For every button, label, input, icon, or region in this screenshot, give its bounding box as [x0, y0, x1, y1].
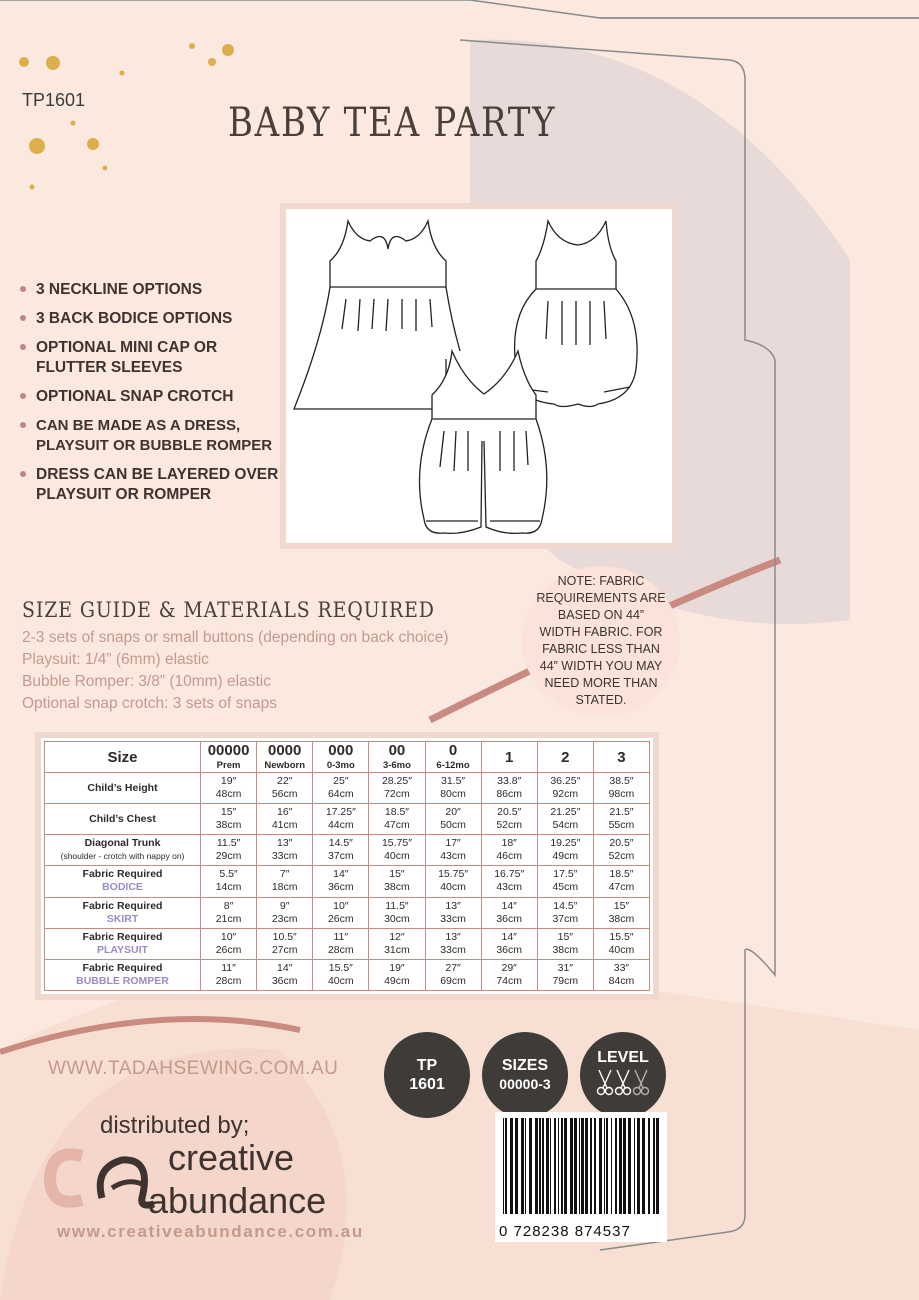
row-label-text: Fabric Required [82, 930, 163, 943]
cell-cm: 48cm [215, 788, 242, 801]
cell-cm: 52cm [608, 850, 635, 863]
brand-website-link[interactable]: www.creativeabundance.com.au [57, 1222, 364, 1241]
size-age-label: 0-3mo [326, 760, 355, 771]
row-label [45, 804, 201, 835]
cell-cm: 33cm [440, 912, 466, 925]
barcode-bar [611, 1118, 612, 1214]
cell-inches: 17.5″ [553, 868, 578, 881]
table-row [45, 897, 650, 928]
feature-item: 3 BACK BODICE OPTIONS [20, 309, 290, 329]
cell-inches: 31.5″ [440, 775, 466, 788]
brand-name-line1: creative [168, 1137, 295, 1178]
barcode-bar [594, 1118, 596, 1214]
bubble-romper-drawing [515, 221, 638, 407]
cell-inches: 13″ [445, 899, 461, 912]
barcode-bar [599, 1118, 602, 1214]
cell-inches: 15″ [557, 930, 574, 943]
cell-inches: 14.5″ [328, 837, 353, 850]
barcode-bar [585, 1118, 588, 1214]
table-cell [201, 835, 257, 866]
row-label-garment: BODICE [102, 881, 143, 894]
row-label-text: Fabric Required [82, 961, 163, 974]
barcode-bars [495, 1112, 667, 1220]
table-cell [313, 897, 369, 928]
table-cell [201, 773, 257, 804]
row-label-garment: BUBBLE ROMPER [76, 974, 169, 987]
size-column-header [313, 742, 369, 773]
barcode-bar [525, 1118, 526, 1214]
table-row [45, 804, 650, 835]
table-row [45, 835, 650, 866]
table-cell [537, 897, 593, 928]
cell-cm: 41cm [271, 819, 298, 832]
barcode-bar [634, 1118, 635, 1214]
cell-cm: 86cm [496, 788, 523, 801]
table-cell [369, 773, 425, 804]
row-label-garment: SKIRT [106, 912, 139, 925]
cell-cm: 43cm [440, 850, 466, 863]
barcode-bar [558, 1118, 559, 1214]
barcode-bar [642, 1118, 645, 1214]
cell-cm: 56cm [271, 788, 298, 801]
table-cell [257, 804, 313, 835]
table-cell [313, 804, 369, 835]
table-cell [593, 928, 649, 959]
barcode-bar [546, 1118, 549, 1214]
barcode-bar [539, 1118, 541, 1214]
cell-inches: 17.25″ [325, 806, 356, 819]
cell-cm: 29cm [215, 850, 242, 863]
barcode-bar [570, 1118, 573, 1214]
table-cell [425, 804, 481, 835]
distributed-by-label: distributed by; [100, 1112, 250, 1139]
cell-cm: 38cm [215, 819, 242, 832]
cell-cm: 43cm [496, 881, 523, 894]
cell-cm: 28cm [327, 943, 354, 956]
dress-drawing [294, 221, 460, 409]
row-label-text: Child’s Chest [89, 812, 156, 825]
cell-cm: 46cm [496, 850, 523, 863]
table-cell [425, 835, 481, 866]
feature-item: CAN BE MADE AS A DRESS, PLAYSUIT OR BUBBLE ROMPER [20, 416, 290, 456]
cell-inches: 33.8″ [497, 775, 522, 788]
cell-inches: 20.5″ [497, 806, 522, 819]
barcode-bar [515, 1118, 518, 1214]
cell-inches: 14″ [276, 961, 293, 974]
cell-inches: 18.5″ [384, 806, 410, 819]
cell-cm: 72cm [384, 788, 410, 801]
table-cell [425, 928, 481, 959]
cell-cm: 36cm [496, 912, 523, 925]
table-cell [537, 928, 593, 959]
barcode-bar [648, 1118, 650, 1214]
barcode-bar [542, 1118, 544, 1214]
table-cell [593, 959, 649, 990]
cell-inches: 11.5″ [385, 899, 409, 912]
cell-cm: 21cm [215, 912, 242, 925]
table-cell [593, 897, 649, 928]
table-header-row [45, 742, 650, 773]
cell-inches: 15.75″ [438, 868, 469, 881]
row-label-text: Diagonal Trunk [84, 837, 161, 850]
table-cell [313, 959, 369, 990]
row-label-text: Fabric Required [82, 899, 163, 912]
table-cell [257, 866, 313, 897]
row-label [45, 773, 201, 804]
table-cell [201, 928, 257, 959]
cell-cm: 40cm [608, 943, 635, 956]
row-label [45, 928, 201, 959]
size-code: 1 [505, 748, 514, 766]
cell-inches: 36.25″ [550, 775, 581, 788]
cell-cm: 69cm [440, 974, 466, 987]
table-cell [313, 835, 369, 866]
material-line: Bubble Romper: 3/8” (10mm) elastic [22, 673, 271, 690]
cell-cm: 27cm [271, 943, 298, 956]
barcode [495, 1112, 667, 1242]
pattern-code-badge [384, 1032, 470, 1118]
row-label-text: Child’s Height [87, 781, 158, 794]
size-age-label: 3-6mo [382, 760, 411, 771]
table-cell [537, 866, 593, 897]
size-column-header [481, 742, 537, 773]
cell-inches: 19″ [389, 961, 405, 974]
table-cell [537, 773, 593, 804]
barcode-bar [535, 1118, 538, 1214]
cell-cm: 36cm [496, 943, 523, 956]
size-age-label: 6-12mo [436, 760, 470, 771]
table-cell [425, 866, 481, 897]
cell-inches: 15.75″ [381, 837, 412, 850]
cell-inches: 19.25″ [550, 837, 581, 850]
size-table [35, 732, 659, 1000]
cell-inches: 14″ [501, 930, 517, 943]
row-label-text: Fabric Required [82, 868, 163, 881]
scissors-icon [596, 1067, 650, 1097]
cell-cm: 23cm [271, 912, 298, 925]
barcode-bar [529, 1118, 532, 1214]
table-cell [257, 835, 313, 866]
garment-illustration [280, 203, 678, 549]
table-cell [369, 866, 425, 897]
cell-cm: 44cm [327, 819, 354, 832]
cell-inches: 11″ [333, 930, 349, 943]
cell-cm: 55cm [608, 819, 635, 832]
size-column-header [369, 742, 425, 773]
barcode-bar [581, 1118, 584, 1214]
table-cell [369, 835, 425, 866]
fabric-note [522, 566, 680, 716]
table-row [45, 866, 650, 897]
table-cell [537, 959, 593, 990]
barcode-bar [615, 1118, 617, 1214]
brand-name-line2: abundance [148, 1180, 327, 1221]
table-cell [593, 866, 649, 897]
cell-inches: 28.25″ [381, 775, 412, 788]
table-cell [425, 959, 481, 990]
cell-cm: 38cm [384, 881, 410, 894]
table-cell [257, 897, 313, 928]
cell-cm: 14cm [215, 881, 242, 894]
table-row [45, 959, 650, 990]
table-cell [593, 835, 649, 866]
size-code: 0 [448, 742, 458, 759]
table-cell [481, 928, 537, 959]
cell-cm: 84cm [608, 974, 635, 987]
table-row [45, 773, 650, 804]
cell-inches: 21.5″ [609, 806, 634, 819]
table-cell [369, 959, 425, 990]
table-cell [313, 928, 369, 959]
barcode-bar [554, 1118, 556, 1214]
cell-inches: 15″ [389, 868, 405, 881]
cell-cm: 37cm [552, 912, 579, 925]
playsuit-drawing [420, 351, 547, 533]
cell-inches: 22″ [276, 775, 293, 788]
table-cell [481, 866, 537, 897]
table-cell [481, 773, 537, 804]
barcode-bar [604, 1118, 605, 1214]
cell-inches: 7″ [279, 868, 290, 881]
barcode-bar [656, 1118, 659, 1214]
website-link[interactable]: WWW.TADAHSEWING.COM.AU [48, 1058, 339, 1079]
feature-item: OPTIONAL MINI CAP OR FLUTTER SLEEVES [20, 338, 246, 378]
size-header: Size [45, 742, 201, 773]
cell-inches: 16″ [276, 806, 293, 819]
size-code: 3 [617, 748, 626, 766]
table-cell [201, 959, 257, 990]
cell-inches: 11.5″ [216, 837, 241, 850]
cell-inches: 16.75″ [494, 868, 525, 881]
cell-inches: 19″ [220, 775, 237, 788]
table-cell [201, 897, 257, 928]
size-code: 0000 [268, 742, 302, 759]
cell-cm: 52cm [496, 819, 523, 832]
fabric-note-text: NOTE: FABRIC REQUIREMENTS ARE BASED ON 44” WIDTH FABRIC. FOR FABRIC LESS THAN 44” WIDTH YOU MAY NEED MORE THAN STATED. [536, 574, 666, 707]
cell-inches: 20″ [445, 806, 461, 819]
cell-cm: 49cm [552, 850, 579, 863]
table-cell [425, 897, 481, 928]
cell-cm: 40cm [440, 881, 466, 894]
table-cell [201, 804, 257, 835]
cell-inches: 25″ [333, 775, 349, 788]
badge-line: TP [416, 1057, 438, 1074]
size-code: 2 [561, 748, 570, 766]
cell-inches: 13″ [276, 837, 293, 850]
table-cell [593, 804, 649, 835]
barcode-bar [623, 1118, 626, 1214]
sizes-badge [482, 1032, 568, 1118]
cell-inches: 8″ [223, 899, 234, 912]
cell-cm: 45cm [552, 881, 579, 894]
table-cell [313, 773, 369, 804]
cell-cm: 49cm [384, 974, 410, 987]
table-cell [257, 928, 313, 959]
barcode-bar [521, 1118, 524, 1214]
table-cell [481, 835, 537, 866]
cell-inches: 15.5″ [328, 961, 353, 974]
cell-inches: 10″ [333, 899, 349, 912]
table-row [45, 928, 650, 959]
cell-inches: 14″ [501, 899, 517, 912]
cell-cm: 30cm [384, 912, 410, 925]
badge-line: LEVEL [597, 1048, 649, 1066]
table-cell [537, 804, 593, 835]
barcode-bar [637, 1118, 640, 1214]
cell-inches: 33″ [613, 961, 630, 974]
cell-cm: 50cm [440, 819, 466, 832]
material-line: Optional snap crotch: 3 sets of snaps [22, 695, 278, 712]
feature-list [20, 280, 290, 514]
cell-cm: 47cm [608, 881, 635, 894]
pattern-code: TP1601 [22, 90, 86, 110]
table-cell [481, 804, 537, 835]
size-column-header [201, 742, 257, 773]
barcode-bar [628, 1118, 631, 1214]
cell-inches: 14.5″ [553, 899, 578, 912]
feature-item: 3 NECKLINE OPTIONS [20, 280, 290, 300]
cell-cm: 28cm [215, 974, 242, 987]
badge-line: SIZES [501, 1057, 549, 1074]
cell-inches: 18.5″ [609, 868, 634, 881]
cell-inches: 29″ [501, 961, 517, 974]
table-cell [257, 773, 313, 804]
barcode-bar [510, 1118, 513, 1214]
cell-cm: 40cm [384, 850, 410, 863]
barcode-bar [653, 1118, 655, 1214]
cell-inches: 10″ [220, 930, 237, 943]
cell-inches: 38.5″ [609, 775, 634, 788]
cell-inches: 15″ [220, 806, 237, 819]
cell-cm: 54cm [552, 819, 579, 832]
cell-cm: 26cm [215, 943, 242, 956]
size-age-label: Prem [216, 760, 241, 771]
table-cell [537, 835, 593, 866]
barcode-bar [503, 1118, 504, 1214]
table-cell [369, 897, 425, 928]
pattern-title: BABY TEA PARTY [228, 100, 557, 146]
cell-cm: 38cm [552, 943, 579, 956]
material-line: Playsuit: 1/4” (6mm) elastic [22, 651, 209, 668]
barcode-bar [505, 1118, 507, 1214]
size-guide-heading: SIZE GUIDE & MATERIALS REQUIRED [22, 598, 435, 622]
cell-cm: 79cm [552, 974, 579, 987]
cell-inches: 21.25″ [550, 806, 581, 819]
size-column-header [425, 742, 481, 773]
cell-inches: 15″ [613, 899, 630, 912]
cell-inches: 5.5″ [219, 868, 238, 881]
level-badge [580, 1032, 666, 1118]
cell-inches: 18″ [501, 837, 517, 850]
cell-inches: 13″ [445, 930, 461, 943]
table-cell [313, 866, 369, 897]
table-cell [481, 959, 537, 990]
cell-cm: 47cm [384, 819, 410, 832]
table-cell [425, 773, 481, 804]
badge-line: 1601 [409, 1076, 445, 1093]
row-label [45, 835, 201, 866]
table-cell [369, 804, 425, 835]
table-cell [481, 897, 537, 928]
cell-cm: 31cm [384, 943, 410, 956]
barcode-bar [590, 1118, 592, 1214]
row-label [45, 959, 201, 990]
cell-cm: 37cm [327, 850, 354, 863]
size-code: 00000 [207, 742, 250, 759]
cell-inches: 27″ [445, 961, 461, 974]
cell-cm: 38cm [608, 912, 635, 925]
barcode-bar [550, 1118, 551, 1214]
size-column-header [257, 742, 313, 773]
table-cell [369, 928, 425, 959]
cell-cm: 33cm [271, 850, 298, 863]
cell-inches: 31″ [557, 961, 574, 974]
cell-inches: 11″ [221, 961, 236, 974]
size-age-label: Newborn [264, 760, 305, 771]
size-column-header [593, 742, 649, 773]
row-label [45, 866, 201, 897]
cell-cm: 64cm [327, 788, 354, 801]
cell-cm: 36cm [327, 881, 354, 894]
barcode-bar [564, 1118, 567, 1214]
barcode-bar [579, 1118, 580, 1214]
barcode-bar [619, 1118, 622, 1214]
size-code: 00 [388, 742, 406, 759]
barcode-bar [606, 1118, 608, 1214]
table-cell [201, 866, 257, 897]
size-column-header [537, 742, 593, 773]
table-cell [257, 959, 313, 990]
barcode-bar [561, 1118, 563, 1214]
material-line: 2-3 sets of snaps or small buttons (depending on back choice) [22, 629, 449, 646]
barcode-number: 0 728238 874537 [499, 1223, 631, 1240]
row-label-garment: PLAYSUIT [97, 943, 148, 956]
cell-cm: 26cm [327, 912, 354, 925]
cell-inches: 14″ [333, 868, 349, 881]
barcode-bar [574, 1118, 577, 1214]
cell-inches: 9″ [279, 899, 290, 912]
cell-inches: 15.5″ [609, 930, 634, 943]
row-label-sub: (shoulder - crotch with nappy on) [60, 851, 185, 862]
creative-abundance-logo [42, 1138, 162, 1218]
cell-inches: 12″ [389, 930, 405, 943]
size-code: 000 [328, 742, 354, 759]
cell-inches: 20.5″ [609, 837, 634, 850]
cell-cm: 92cm [552, 788, 579, 801]
cell-inches: 17″ [445, 837, 461, 850]
feature-item: OPTIONAL SNAP CROTCH [20, 387, 290, 407]
cell-cm: 18cm [271, 881, 298, 894]
badge-line: 00000-3 [499, 1076, 551, 1092]
cell-cm: 33cm [440, 943, 466, 956]
cell-inches: 10.5″ [272, 930, 297, 943]
cell-cm: 74cm [496, 974, 523, 987]
row-label [45, 897, 201, 928]
feature-item: DRESS CAN BE LAYERED OVER PLAYSUIT OR ROMPER [20, 465, 286, 505]
cell-cm: 36cm [271, 974, 298, 987]
cell-cm: 80cm [440, 788, 466, 801]
cell-cm: 40cm [327, 974, 354, 987]
table-cell [593, 773, 649, 804]
cell-cm: 98cm [608, 788, 635, 801]
